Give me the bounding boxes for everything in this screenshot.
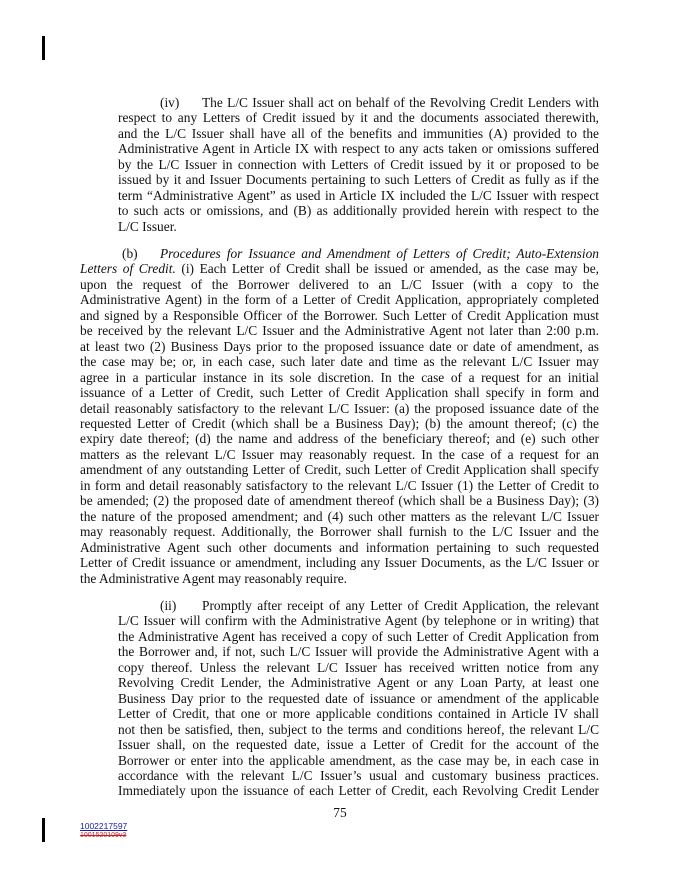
footer-old-doc-id: 1001520109v3 — [80, 832, 127, 839]
paragraph-b-line: Administrative Agent) in the form of a Letter of Credit Application, appropriately completed — [80, 292, 599, 308]
paragraph-b-line: be received by the relevant L/C Issuer and the Administrative Agent not later than 2:00 p.m. — [80, 323, 599, 339]
change-bar-bottom — [42, 818, 45, 842]
paragraph-ii-label: (ii) — [160, 598, 177, 613]
paragraph-iv-line-1: (iv) The L/C Issuer shall act on behalf of the Revolving Credit Lenders with — [160, 95, 599, 110]
paragraph-b-heading: Procedures for Issuance and Amendment of Letters of Credit; Auto-Extension — [160, 246, 599, 261]
paragraph-ii-line: Business Day prior to the requested date of issuance or amendment of the applicable — [118, 690, 599, 706]
paragraph-ii-line: the Administrative Agent has received a copy of such Letter of Credit Application from — [118, 628, 599, 644]
paragraph-ii — [118, 598, 599, 799]
paragraph-iv-line: issued by it and Issuer Documents pertaining to such Letters of Credit as fully as if the — [118, 172, 599, 188]
paragraph-ii-line: Letter of Credit, that one or more applicable conditions contained in Article IV shall — [118, 706, 599, 722]
paragraph-b-line: Letter of Credit issuance or amendment, including any Issuer Documents, as the L/C Issuer or — [80, 555, 599, 571]
paragraph-b-line: detail reasonably satisfactory to the relevant L/C Issuer: (a) the proposed issuance date of the — [80, 400, 599, 416]
paragraph-b-line: the Administrative Agent may reasonably require. — [80, 570, 347, 586]
paragraph-b-heading-line — [80, 246, 599, 261]
paragraph-ii-line: L/C Issuer will confirm with the Administrative Agent (by telephone or in writing) that — [118, 613, 599, 629]
paragraph-iv-line: to such acts or omissions, and (B) as additionally provided herein with respect to the — [118, 203, 599, 219]
paragraph-iv-line: L/C Issuer. — [118, 218, 177, 234]
paragraph-b-line: at least two (2) Business Days prior to the proposed issuance date or date of amendment, as — [80, 338, 599, 354]
paragraph-ii-line: not then be satisfied, then, subject to the terms and conditions hereof, the relevant L/C — [118, 721, 599, 737]
paragraph-b-label: (b) — [122, 246, 138, 261]
paragraph-b-line: agree in a particular instance in its sole discretion. In the case of a request for an initial — [80, 369, 599, 385]
paragraph-iv-label: (iv) — [160, 95, 180, 110]
paragraph-b-line: and signed by a Responsible Officer of the Borrower. Such Letter of Credit Application must — [80, 307, 599, 323]
paragraph-b-line: upon the request of the Borrower delivered to an L/C Issuer (with a copy to the — [80, 276, 599, 292]
page-number: 75 — [333, 805, 347, 820]
paragraph-b-line: expiry date thereof; (d) the name and address of the beneficiary thereof; and (e) such other — [80, 431, 599, 447]
paragraph-b-line: in form and detail reasonably satisfactory to the relevant L/C Issuer (1) the Letter of Credit to — [80, 477, 599, 493]
paragraph-ii-line: copy thereof. Unless the relevant L/C Issuer has received written notice from any — [118, 659, 599, 675]
paragraph-ii-line: Revolving Credit Lender, the Administrative Agent or any Loan Party, at least one — [118, 675, 599, 691]
paragraph-b-line-2: Letters of Credit. (i) Each Letter of Credit shall be issued or amended, as the case may be, — [80, 261, 599, 277]
paragraph-b-line: amendment of any outstanding Letter of Credit, such Letter of Credit Application shall specify — [80, 462, 599, 478]
paragraph-b-line: be amended; (2) the proposed date of amendment thereof (which shall be a Business Day); (3) — [80, 493, 599, 509]
paragraph-ii-line: Immediately upon the issuance of each Letter of Credit, each Revolving Credit Lender — [118, 783, 599, 799]
paragraph-b-line: the nature of the proposed amendment; and (4) such other matters as the relevant L/C Issuer — [80, 508, 599, 524]
change-bar-top — [42, 36, 45, 60]
paragraph-b-line: matters as the relevant L/C Issuer may reasonably request. In the case of a request for an — [80, 446, 599, 462]
paragraph-b-line: may reasonably request. Additionally, the Borrower shall furnish to the L/C Issuer and the — [80, 524, 599, 540]
paragraph-ii-line: the Borrower and, if not, such L/C Issuer will provide the Administrative Agent with a — [118, 644, 599, 660]
footer-doc-id[interactable]: 1002217597 — [80, 821, 128, 831]
paragraph-ii-line: Issuer shall, on the requested date, issue a Letter of Credit for the account of the — [118, 737, 599, 753]
paragraph-iv-line: Administrative Agent in Article IX with respect to any acts taken or omissions suffered — [118, 141, 599, 157]
paragraph-b-line: the case may be; or, in each case, such later date and time as the relevant L/C Issuer may — [80, 354, 599, 370]
paragraph-ii-line-1: (ii) Promptly after receipt of any Letter of Credit Application, the relevant — [160, 598, 599, 613]
paragraph-iv-line: respect to any Letters of Credit issued by it and the documents associated therewith, — [118, 110, 599, 126]
paragraph-iv-line: and the L/C Issuer shall have all of the benefits and immunities (A) provided to the — [118, 125, 599, 141]
paragraph-ii-line: Borrower or enter into the applicable amendment, as the case may be, in each case in — [118, 752, 599, 768]
paragraph-iv — [118, 95, 599, 234]
paragraph-b-heading-cont: Letters of Credit. — [80, 261, 176, 277]
paragraph-iv-line: term “Administrative Agent” as used in Article IX included the L/C Issuer with respect — [118, 187, 599, 203]
paragraph-iv-line: by the L/C Issuer in connection with Letters of Credit issued by it or proposed to be — [118, 156, 599, 172]
paragraph-ii-line: accordance with the relevant L/C Issuer’s usual and customary business practices. — [118, 767, 599, 783]
paragraph-b-line: Administrative Agent such other documents and information pertaining to such requested — [80, 539, 599, 555]
paragraph-b-line: requested Letter of Credit (which shall be a Business Day); (b) the amount thereof; (c) the — [80, 415, 599, 431]
paragraph-b-line: issuance of a Letter of Credit, such Letter of Credit Application shall specify in form and — [80, 385, 599, 401]
paragraph-b — [80, 246, 599, 586]
